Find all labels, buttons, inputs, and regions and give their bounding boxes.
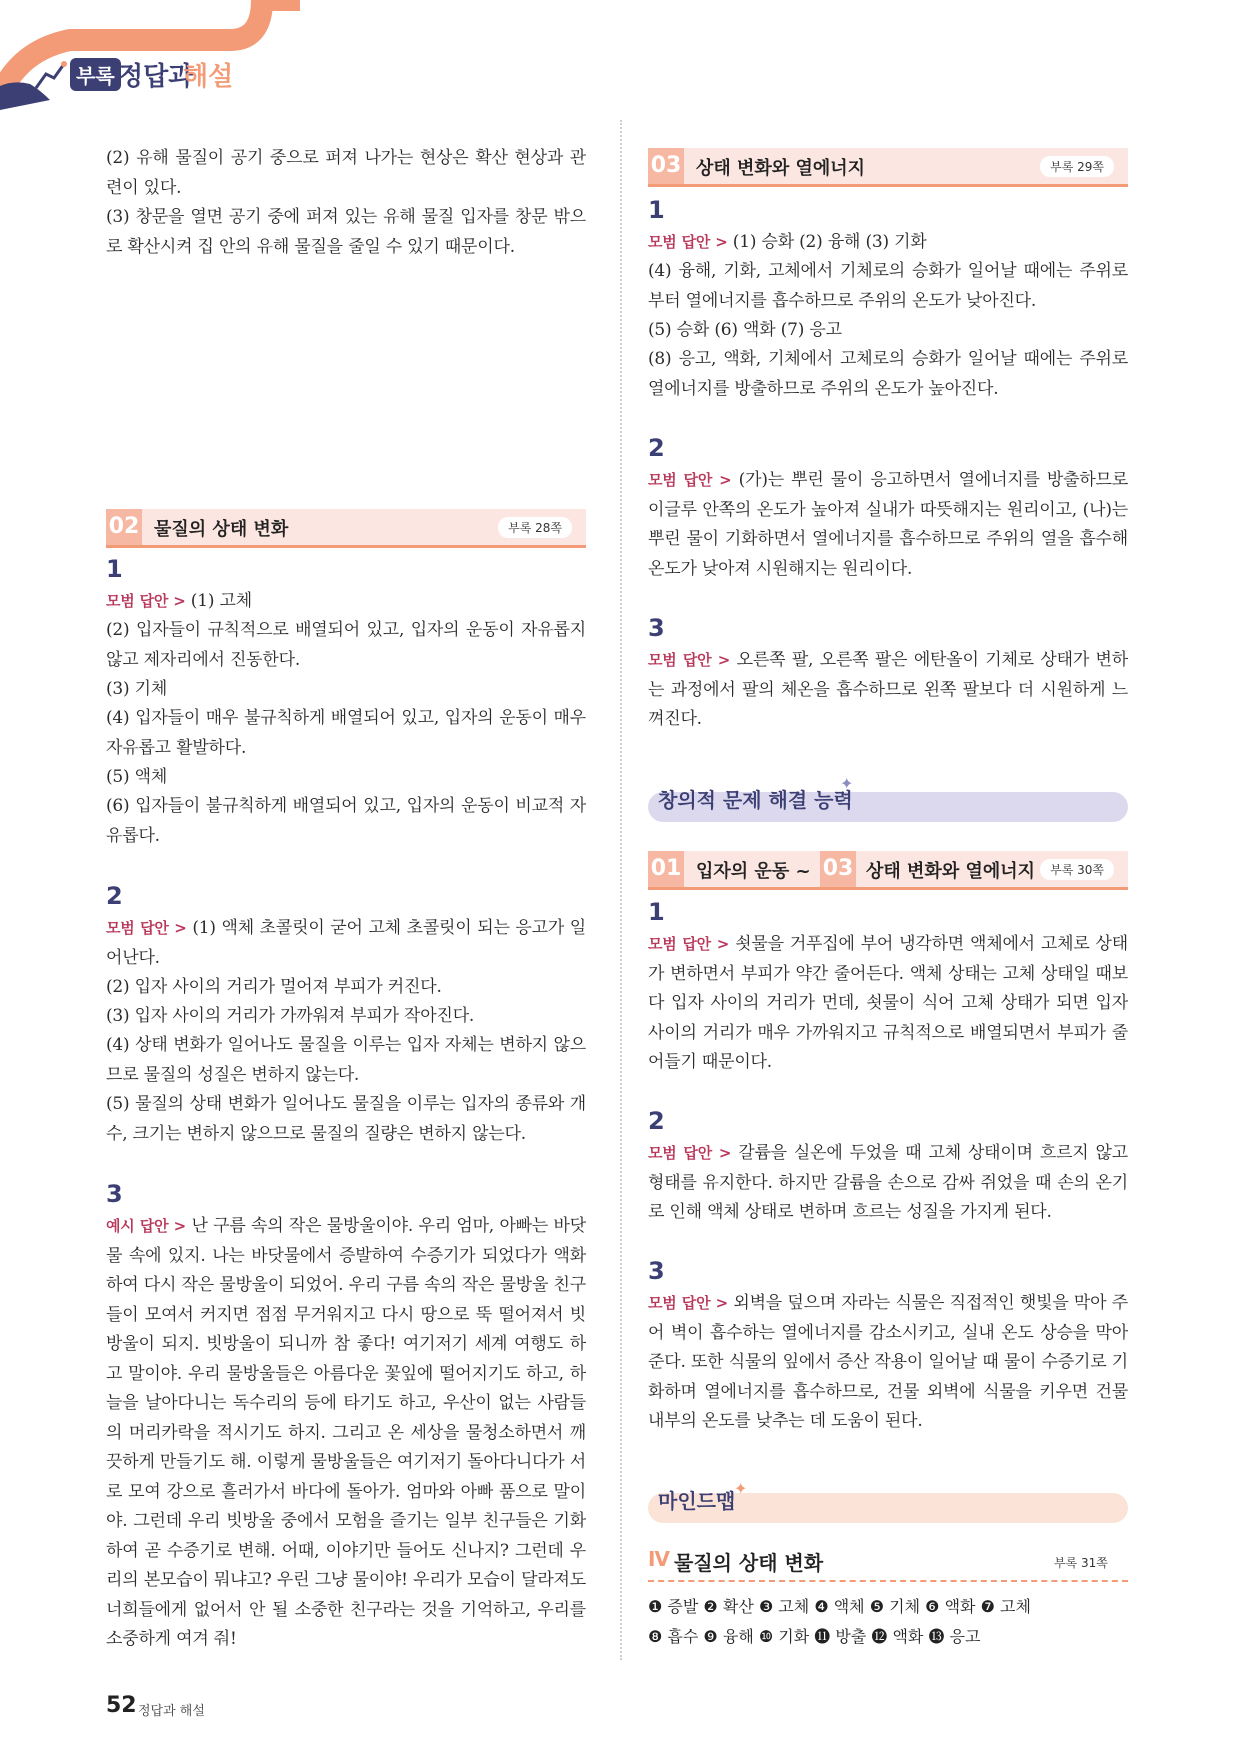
mindmap-tag-title: 마인드맵: [658, 1489, 736, 1513]
section-header-01-03: [648, 851, 1128, 890]
answer-text: 갈륨을 실온에 두었을 때 고체 상태이며 흐르지 않고 형태를 유지한다. 하지만 갈륨을 손으로 감싸 쥐었을 때 손의 온기로 인해 액체 상태로 변하며 흐르는 성질을 가지게 된다.: [648, 1143, 1128, 1222]
section-number: 03: [648, 148, 684, 184]
answer-text: (1) 승화 (2) 융해 (3) 기화: [732, 232, 927, 252]
hand-icon: [30, 58, 70, 98]
intro-item-3: (3) 창문을 열면 공기 중에 퍼져 있는 유해 물질 입자를 창문 밖으로 확산시켜 집 안의 유해 물질을 줄일 수 있기 때문이다.: [106, 207, 586, 257]
answer-item: (4) 융해, 기화, 고체에서 기체로의 승화가 일어날 때에는 주위로부터 열에너지를 흡수하므로 주위의 온도가 낮아진다.: [648, 261, 1128, 311]
creative-problem-tag: [648, 774, 1128, 822]
answer-text: (1) 액체 초콜릿이 굳어 고체 초콜릿이 되는 응고가 일어난다.: [106, 918, 586, 968]
mindmap-unit-number: Ⅳ: [648, 1547, 670, 1571]
question-number: 2: [106, 882, 123, 910]
answer-label: 모범 답안 >: [648, 651, 731, 669]
column-divider: [620, 120, 622, 1660]
section-header-03: [648, 148, 1128, 187]
section-title: 상태 변화와 열에너지: [696, 158, 866, 179]
answer-item: (8) 응고, 액화, 기체에서 고체로의 승화가 일어날 때에는 주위로 열에너지를 방출하므로 주위의 온도가 높아진다.: [648, 349, 1128, 399]
section-title-b: 상태 변화와 열에너지: [866, 861, 1036, 882]
creative-tag-title: 창의적 문제 해결 능력: [658, 788, 853, 812]
header-title-b: 해설: [183, 62, 234, 92]
answer-item: (2) 입자들이 규칙적으로 배열되어 있고, 입자의 운동이 자유롭지 않고 제자리에서 진동한다.: [106, 620, 586, 670]
answer-text: 쇳물을 거푸집에 부어 냉각하면 액체에서 고체로 상태가 변하면서 부피가 약간 줄어든다. 액체 상태는 고체 상태일 때보다 입자 사이의 거리가 먼데, 쇳물이 식어 고체 상태가 되면 입자 사이의 거리가 매우 가까워지고 규칙적으로 배열되면서 부피가 줄어들기 때문이다.: [648, 934, 1128, 1072]
answer-text: 외벽을 덮으며 자라는 식물은 직접적인 햇빛을 막아 주어 벽이 흡수하는 열에너지를 감소시키고, 실내 온도 상승을 막아 준다. 또한 식물의 잎에서 증산 작용이 일어날 때 물이 수증기로 기화하며 열에너지를 흡수하므로, 건물 외벽에 식물을 키우면 건물 내부의 온도를 낮추는 데 도움이 된다.: [648, 1293, 1128, 1431]
mindmap-answers-line-1: ❶ 증발 ❷ 확산 ❸ 고체 ❹ 액체 ❺ 기체 ❻ 액화 ❼ 고체: [648, 1597, 1031, 1616]
answer-item: (3) 입자 사이의 거리가 가까워져 부피가 작아진다.: [106, 1006, 475, 1026]
answer-line: [648, 1289, 1128, 1437]
sparkle-icon: ✦: [840, 774, 854, 793]
answer-item: (3) 기체: [106, 679, 168, 699]
question-number: 3: [648, 614, 665, 642]
mindmap-title: 물질의 상태 변화: [674, 1551, 824, 1575]
mindmap-underline: [648, 1580, 1128, 1582]
section-page-ref: 부록 30쪽: [1040, 859, 1114, 880]
answer-item: (5) 액체: [106, 767, 168, 787]
answer-text: (가)는 뿌린 물이 응고하면서 열에너지를 방출하므로 이글루 안쪽의 온도가 높아져 실내가 따뜻해지는 원리이고, (나)는 뿌린 물이 기화하면서 열에너지를 흡수하므로 주위의 열을 흡수해 온도가 낮아져 시원해지는 원리이다.: [648, 470, 1129, 579]
answer-line: [106, 587, 586, 617]
page-header: [0, 0, 300, 120]
answer-line: [648, 646, 1128, 735]
answer-text: 난 구름 속의 작은 물방울이야. 우리 엄마, 아빠는 바닷물 속에 있지. 나는 바닷물에서 증발하여 수증기가 되었다가 액화하여 다시 작은 물방울이 되었어. 우리 구름 속의 작은 물방울 친구들이 모여서 커지면 점점 무거워지고 다시 땅으로 뚝 떨어져서 빗방울이 되지. 빗방울이 되니까 참 좋다! 여기저기 세계 여행도 하고 말이야. 우리 물방울들은 아름다운 꽃잎에 떨어지기도 하고, 하늘을 날아다니는 독수리의 등에 타기도 하고, 우산이 없는 사람들의 머리카락을 적시기도 하지. 그리고 온 세상을 물청소하면서 깨끗하게 만들기도 해. 이렇게 물방울들은 여기저기 돌아다니다가 서로 모여 강으로 흘러가서 바다에 돌아가. 엄마와 아빠 품으로 말이야. 그런데 우리 빗방울 중에서 모험을 즐기는 일부 친구들은 기화하여 곧 수증기로 변해. 어때, 이야기만 들어도 신나지? 그런데 우리의 본모습이 뭐냐고? 우린 그냥 물이야! 우리가 모습이 달라져도 너희들에게 없어서 안 될 소중한 친구라는 것을 기억하고, 우리를 소중하게 여겨 줘!: [106, 1216, 586, 1649]
answer-text: 오른쪽 팔, 오른쪽 팔은 에탄올이 기체로 상태가 변하는 과정에서 팔의 체온을 흡수하므로 왼쪽 팔보다 더 시원하게 느껴진다.: [648, 650, 1128, 729]
answer-item: (5) 물질의 상태 변화가 일어나도 물질을 이루는 입자의 종류와 개수, 크기는 변하지 않으므로 물질의 질량은 변하지 않는다.: [106, 1094, 586, 1144]
answer-label: 모범 답안 >: [106, 919, 187, 937]
answer-line: [648, 1139, 1128, 1228]
header-title-a: 정답과: [118, 62, 194, 92]
answer-line: [648, 930, 1128, 1078]
question-number: 3: [106, 1180, 123, 1208]
answer-label: 모범 답안 >: [106, 592, 186, 610]
question-number: 3: [648, 1257, 665, 1285]
answer-line: [106, 1212, 586, 1655]
question-number: 1: [106, 555, 123, 583]
question-number: 1: [648, 196, 665, 224]
footer-title: 정답과 해설: [138, 1704, 205, 1719]
answer-item: (4) 상태 변화가 일어나도 물질을 이루는 입자 자체는 변하지 않으므로 물질의 성질은 변하지 않는다.: [106, 1035, 586, 1085]
answer-item: (4) 입자들이 매우 불규칙하게 배열되어 있고, 입자의 운동이 매우 자유롭고 활발하다.: [106, 708, 586, 758]
section-number-a: 01: [648, 851, 684, 887]
answer-label: 예시 답안 >: [106, 1217, 187, 1235]
answer-label: 모범 답안 >: [648, 233, 728, 251]
question-number: 2: [648, 434, 665, 462]
answer-label: 모범 답안 >: [648, 1294, 728, 1312]
answer-label: 모범 답안 >: [648, 935, 730, 953]
section-title-a: 입자의 운동 ~: [696, 861, 811, 882]
mindmap-tag: [648, 1479, 1128, 1523]
question-number: 1: [648, 898, 665, 926]
answer-line: [648, 228, 1128, 258]
section-number: 02: [106, 509, 142, 545]
answer-label: 모범 답안 >: [648, 471, 732, 489]
answer-line: [106, 914, 586, 973]
sparkle-icon: ✦: [734, 1479, 748, 1498]
section-page-ref: 부록 28쪽: [498, 517, 572, 538]
question-number: 2: [648, 1107, 665, 1135]
page-number: 52: [106, 1693, 137, 1718]
section-header-02: [106, 509, 586, 548]
appendix-badge: 부록: [70, 58, 121, 91]
section-number-b: 03: [820, 851, 856, 887]
answer-label: 모범 답안 >: [648, 1144, 732, 1162]
section-page-ref: 부록 29쪽: [1040, 156, 1114, 177]
answer-text: (1) 고체: [190, 591, 252, 611]
answer-item: (2) 입자 사이의 거리가 멀어져 부피가 커진다.: [106, 977, 442, 997]
intro-item-2: (2) 유해 물질이 공기 중으로 퍼져 나가는 현상은 확산 현상과 관련이 있다.: [106, 148, 586, 198]
answer-line: [648, 466, 1128, 584]
answer-item: (5) 승화 (6) 액화 (7) 응고: [648, 320, 842, 340]
section-title: 물질의 상태 변화: [154, 519, 289, 540]
answer-item: (6) 입자들이 불규칙하게 배열되어 있고, 입자의 운동이 비교적 자유롭다.: [106, 796, 586, 846]
mindmap-page-ref: 부록 31쪽: [1054, 1556, 1108, 1570]
mindmap-answers-line-2: ❽ 흡수 ❾ 융해 ❿ 기화 ⓫ 방출 ⓬ 액화 ⓭ 응고: [648, 1627, 981, 1646]
